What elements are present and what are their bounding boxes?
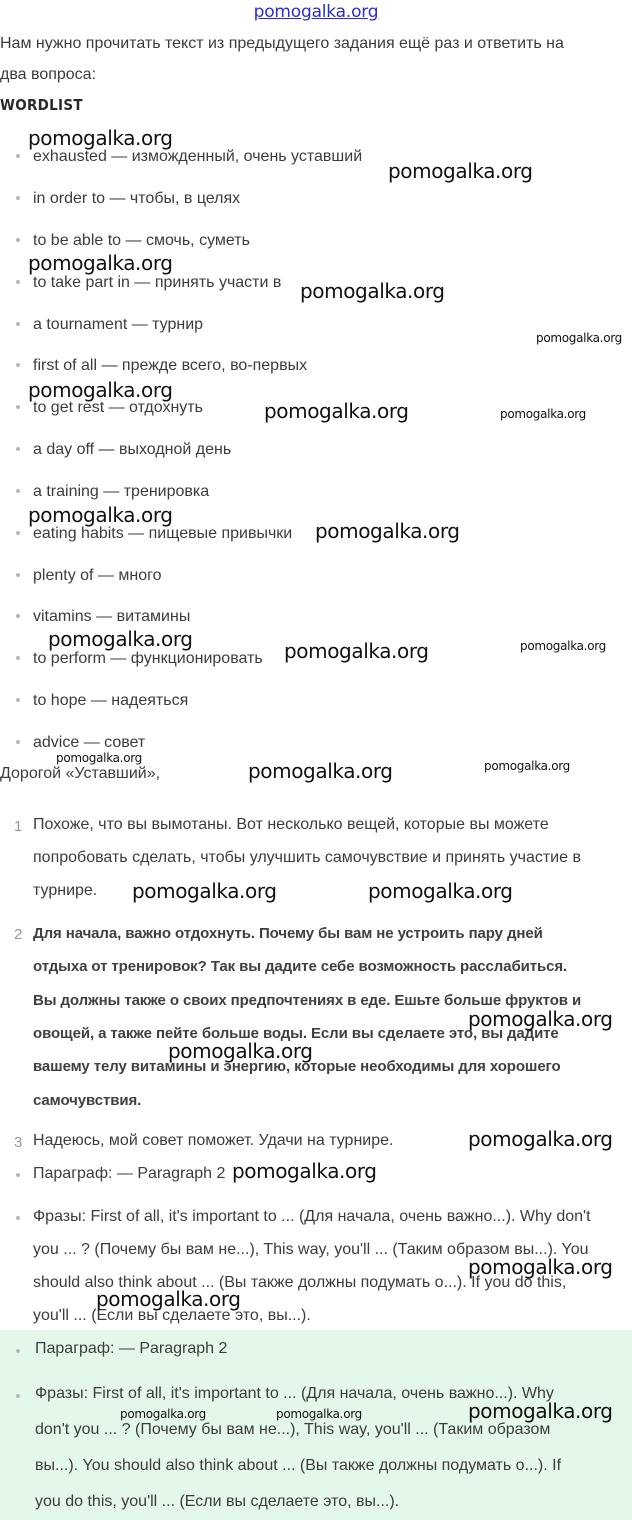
paragraph-bold-line: Вы должны также о своих предпочтениях в еде. Ешьте больше фруктов и [33, 992, 582, 1009]
wordlist-item-text: exhausted — изможденный, очень уставший [33, 148, 363, 165]
bullet-dot-icon [16, 196, 20, 200]
wordlist-item [16, 482, 209, 502]
watermark: pomogalka.org [388, 159, 533, 183]
wordlist-item-text: a training — тренировка [33, 483, 210, 500]
watermark: pomogalka.org [96, 1287, 241, 1311]
bullet-dot-icon [16, 614, 20, 618]
watermark: pomogalka.org [232, 1159, 377, 1183]
bullet-dot-icon [16, 698, 20, 702]
paragraph-line: попробовать сделать, чтобы улучшить самочувствие и принять участие в [33, 849, 581, 866]
watermark: pomogalka.org [468, 1007, 613, 1031]
bullet-dot-icon [16, 1216, 20, 1220]
wordlist-item-text: in order to — чтобы, в целях [33, 190, 241, 207]
wordlist-item-text: eating habits — пищевые привычки [33, 525, 293, 542]
watermark: pomogalka.org [468, 1255, 613, 1279]
phrases-line: should also think about ... (Вы также должны подумать о...). If you do this, [33, 1274, 567, 1291]
watermark: pomogalka.org [28, 378, 173, 402]
bullet-dot-icon [16, 238, 20, 242]
watermark: pomogalka.org [276, 1407, 362, 1421]
wordlist-item-text: to get rest — отдохнуть [33, 399, 203, 416]
watermark: pomogalka.org [368, 879, 513, 903]
phrases-line: you'll ... (Если вы сделаете это, вы...). [33, 1307, 311, 1324]
paragraph-label: Параграф: — Paragraph 2 [33, 1165, 226, 1182]
answer-phrases-line: вы...). You should also think about ... (Вы также должны подумать о...). If [35, 1457, 562, 1474]
wordlist-item-text: vitamins — витамины [33, 608, 191, 625]
letter-greeting: Дорогой «Уставший», [0, 765, 161, 782]
watermark: pomogalka.org [315, 519, 460, 543]
paragraph-line: турнире. [33, 882, 98, 899]
paragraph-bold-line: отдыха от тренировок? Так вы дадите себе возможность расслабиться. [33, 958, 568, 975]
wordlist-item [16, 315, 203, 335]
wordlist-item [16, 147, 362, 167]
wordlist-item-text: a day off — выходной день [33, 441, 232, 458]
bullet-dot-icon [16, 573, 20, 577]
intro-line-2: два вопроса: [0, 66, 97, 83]
bullet-dot-icon [16, 489, 20, 493]
paragraph-bold-line: вашему телу витамины и энергию, которые необходимы для хорошего [33, 1058, 561, 1075]
watermark: pomogalka.org [132, 879, 277, 903]
answer-paragraph-label: Параграф: — Paragraph 2 [35, 1340, 228, 1357]
watermark: pomogalka.org [300, 279, 445, 303]
watermark: pomogalka.org [520, 639, 606, 653]
bullet-dot-icon [16, 1349, 20, 1353]
wordlist-item [16, 440, 231, 460]
phrases-line: you ... ? (Почему бы вам не...), This way, you'll ... (Таким образом вы...). You [33, 1241, 589, 1258]
paragraph-bold-line: овощей, а также пейте больше воды. Если вы сделаете это, вы дадите [33, 1025, 559, 1042]
bullet-dot-icon [16, 405, 20, 409]
watermark: pomogalka.org [284, 639, 429, 663]
watermark: pomogalka.org [536, 331, 622, 345]
bullet-dot-icon [16, 656, 20, 660]
bullet-dot-icon [16, 447, 20, 451]
bullet-dot-icon [16, 1394, 20, 1398]
wordlist-item [16, 733, 145, 753]
bullet-dot-icon [16, 280, 20, 284]
watermark: pomogalka.org [500, 407, 586, 421]
wordlist-item [16, 649, 263, 669]
watermark: pomogalka.org [248, 759, 393, 783]
paragraph-bold-line: Для начала, важно отдохнуть. Почему бы вам не устроить пару дней [33, 925, 543, 942]
paragraph-bold-line: самочувствия. [33, 1092, 142, 1109]
wordlist-item [16, 607, 190, 627]
bullet-dot-icon [16, 740, 20, 744]
paragraph-number: 3 [14, 1134, 23, 1151]
wordlist-item-text: plenty of — много [33, 567, 162, 584]
watermark: pomogalka.org [468, 1127, 613, 1151]
watermark: pomogalka.org [468, 1399, 613, 1423]
phrases-line: Фразы: First of all, it's important to ... (Для начала, очень важно...). Why don't [33, 1208, 591, 1225]
answer-phrases-line: don't you ... ? (Почему бы вам не...), This way, you'll ... (Таким образом [35, 1421, 551, 1438]
wordlist-heading: WORDLIST [0, 96, 83, 114]
watermark: pomogalka.org [264, 399, 409, 423]
watermark: pomogalka.org [48, 627, 193, 651]
watermark: pomogalka.org [56, 751, 142, 765]
wordlist-item [16, 231, 250, 251]
site-header-link[interactable]: pomogalka.org [253, 2, 379, 22]
wordlist-item-text: advice — совет [33, 734, 146, 751]
wordlist-item-text: first of all — прежде всего, во-первых [33, 357, 308, 374]
wordlist-item-text: to take part in — принять участи в [33, 274, 282, 291]
paragraph-number: 2 [14, 926, 23, 943]
wordlist-item [16, 356, 307, 376]
bullet-dot-icon [16, 154, 20, 158]
wordlist-item [16, 524, 292, 544]
wordlist-item-text: to perform — функционировать [33, 650, 263, 667]
wordlist-item [16, 189, 240, 209]
bullet-dot-icon [16, 363, 20, 367]
bullet-dot-icon [16, 322, 20, 326]
wordlist-item [16, 691, 188, 711]
paragraph-number: 1 [14, 818, 23, 835]
wordlist-item-text: a tournament — турнир [33, 316, 204, 333]
paragraph-line: Надеюсь, мой совет поможет. Удачи на турнире. [33, 1132, 394, 1149]
wordlist-item [16, 273, 281, 293]
watermark: pomogalka.org [484, 759, 570, 773]
watermark: pomogalka.org [168, 1039, 313, 1063]
intro-line-1: Нам нужно прочитать текст из предыдущего задания ещё раз и ответить на [0, 35, 564, 52]
watermark: pomogalka.org [28, 126, 173, 150]
wordlist-item-text: to be able to — смочь, суметь [33, 232, 250, 249]
wordlist-item [16, 566, 162, 586]
bullet-dot-icon [16, 531, 20, 535]
watermark: pomogalka.org [28, 251, 173, 275]
watermark: pomogalka.org [28, 503, 173, 527]
wordlist-item-text: to hope — надеяться [33, 692, 189, 709]
bullet-dot-icon [16, 1173, 20, 1177]
answer-phrases-line: you do this, you'll ... (Если вы сделаете это, вы...). [35, 1493, 400, 1510]
watermark: pomogalka.org [120, 1407, 206, 1421]
paragraph-line: Похоже, что вы вымотаны. Вот несколько вещей, которые вы можете [33, 816, 549, 833]
answer-phrases-line: Фразы: First of all, it's important to ... (Для начала, очень важно...). Why [35, 1385, 554, 1402]
